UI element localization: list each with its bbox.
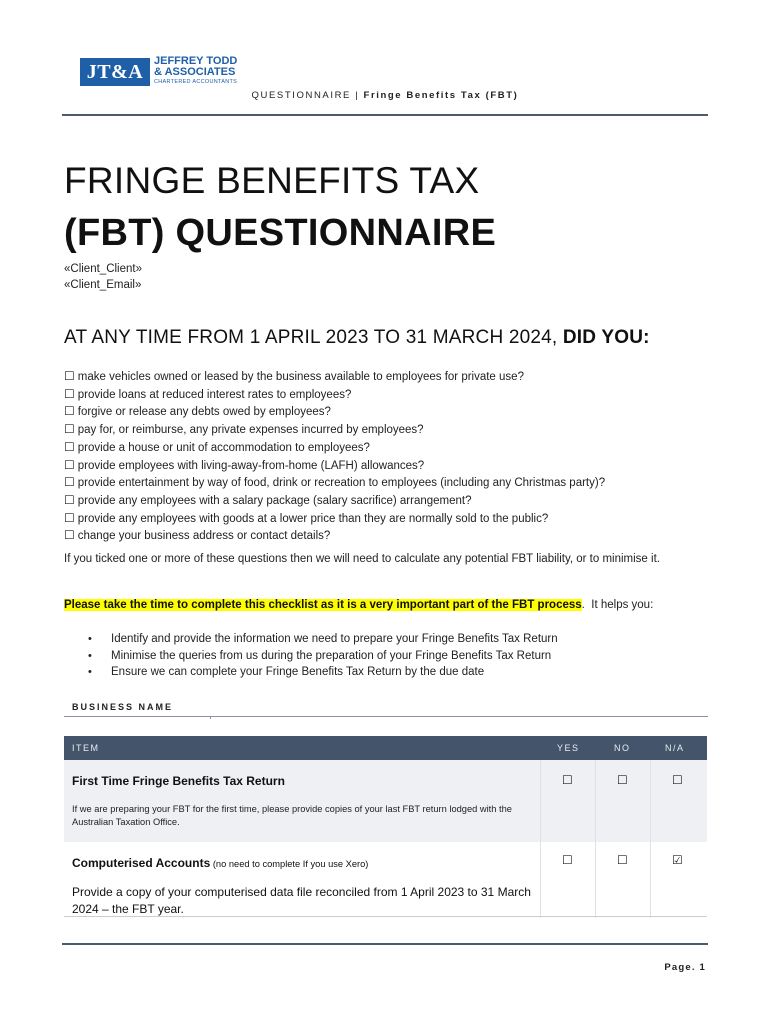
checkbox-icon[interactable]: ☐ [64,510,75,525]
na-checkbox[interactable]: ☐ [672,773,683,787]
logo-line-1: JEFFREY TODD [154,55,238,67]
page-number: Page. 1 [664,962,706,973]
logo-text [154,56,237,86]
checkbox-icon[interactable]: ☐ [64,457,75,472]
benefit-item: • Identify and provide the information we need to prepare your Fringe Benefits Tax Return [88,631,558,648]
question-heading [64,327,650,349]
checklist-item-label: forgive or release any debts owed by employees? [77,406,331,419]
client-name-field: «Client_Client» [64,263,142,275]
na-checkbox-checked[interactable]: ☑ [672,853,683,867]
column-header-yes: YES [557,743,580,753]
question-heading-emphasis: DID YOU: [562,327,650,348]
checklist-item[interactable] [64,474,605,492]
checklist-item[interactable] [64,368,605,386]
benefit-item: • Ensure we can complete your Fringe Benefits Tax Return by the due date [88,664,558,681]
table-row [64,760,707,842]
client-email-field: «Client_Email» [64,279,142,291]
question-checklist [64,368,605,545]
checkbox-icon[interactable]: ☐ [64,386,75,401]
checklist-item-label: provide any employees with a salary package (salary sacrifice) arrangement? [77,494,472,507]
logo-line-2: & ASSOCIATES [154,66,236,78]
row-title [72,856,368,870]
column-header-item: ITEM [72,743,100,753]
column-divider [650,760,651,842]
checklist-item[interactable] [64,439,605,457]
company-logo [80,56,250,88]
checklist-item[interactable] [64,510,605,528]
checklist-item[interactable] [64,403,605,421]
table-bottom-border [64,916,707,917]
checkbox-icon[interactable]: ☐ [64,404,75,419]
checklist-item[interactable] [64,492,605,510]
row-title: First Time Fringe Benefits Tax Return [72,774,285,788]
page-header [0,90,770,101]
benefit-item: • Minimise the queries from us during the preparation of your Fringe Benefits Tax Return [88,648,558,665]
row-title-note: (no need to complete If you use Xero) [210,859,369,869]
page-title-line-1: FRINGE BENEFITS TAX [64,160,480,201]
business-name-field[interactable] [64,716,708,717]
column-divider [595,842,596,918]
benefits-list [88,631,558,681]
row-title-text: Computerised Accounts [72,856,211,870]
checkbox-icon[interactable]: ☐ [64,528,75,543]
no-checkbox[interactable]: ☐ [617,773,628,787]
no-checkbox[interactable]: ☐ [617,853,628,867]
footer-divider [62,943,708,945]
header-subtitle: Fringe Benefits Tax (FBT) [363,90,519,101]
checklist-item-label: provide employees with living-away-from-home (LAFH) allowances? [77,459,425,472]
if-ticked-paragraph: If you ticked one or more of these questions then we will need to calculate any potential FBT liability, or to minimise it. [64,553,660,565]
checklist-item-label: provide a house or unit of accommodation to employees? [77,441,370,454]
logo-mark: JT&A [80,58,150,86]
checkbox-icon[interactable]: ☐ [64,475,75,490]
checklist-item[interactable] [64,527,605,545]
checklist-item-label: change your business address or contact details? [77,530,331,543]
important-highlight: Please take the time to complete this checklist as it is a very important part of the FBT process [64,599,582,611]
column-divider [650,842,651,918]
checkbox-icon[interactable]: ☐ [64,439,75,454]
row-description: Provide a copy of your computerised data file reconciled from 1 April 2023 to 31 March 2024 – the FBT year. [72,885,531,916]
column-divider [595,760,596,842]
header-separator: | [351,90,364,101]
column-divider [540,760,541,842]
logo-line-3: CHARTERED ACCOUNTANTS [154,79,238,85]
column-header-na: N/A [665,743,685,753]
checklist-item[interactable] [64,386,605,404]
page-title-line-2: (FBT) QUESTIONNAIRE [64,212,497,254]
table-header [64,736,707,760]
checklist-item-label: pay for, or reimburse, any private expenses incurred by employees? [77,424,424,437]
important-paragraph [64,599,653,611]
business-name-label: BUSINESS NAME [72,702,174,712]
checklist-item[interactable] [64,457,605,475]
checklist-item-label: provide loans at reduced interest rates to employees? [77,388,352,401]
yes-checkbox[interactable]: ☐ [562,853,573,867]
table-row [64,842,707,918]
yes-checkbox[interactable]: ☐ [562,773,573,787]
business-name-divider [210,716,211,719]
header-section: QUESTIONNAIRE [251,90,351,101]
header-divider [62,114,708,116]
row-note: If we are preparing your FBT for the first time, please provide copies of your last FBT return lodged with the Australian Taxation Office. [72,804,512,827]
checklist-item-label: make vehicles owned or leased by the business available to employees for private use? [77,371,524,383]
column-header-no: NO [614,743,631,753]
checklist-item-label: provide any employees with goods at a lower price than they are normally sold to the public? [77,512,549,525]
checkbox-icon[interactable]: ☐ [64,492,75,507]
important-rest: . It helps you: [581,599,654,611]
checkbox-icon[interactable]: ☐ [64,422,75,437]
checklist-item-label: provide entertainment by way of food, drink or recreation to employees (including any Christmas party)? [77,477,606,490]
question-heading-prefix: AT ANY TIME FROM 1 APRIL 2023 TO 31 MARCH 2024, [64,327,563,348]
checklist-item[interactable] [64,421,605,439]
checkbox-icon[interactable]: ☐ [64,369,75,383]
